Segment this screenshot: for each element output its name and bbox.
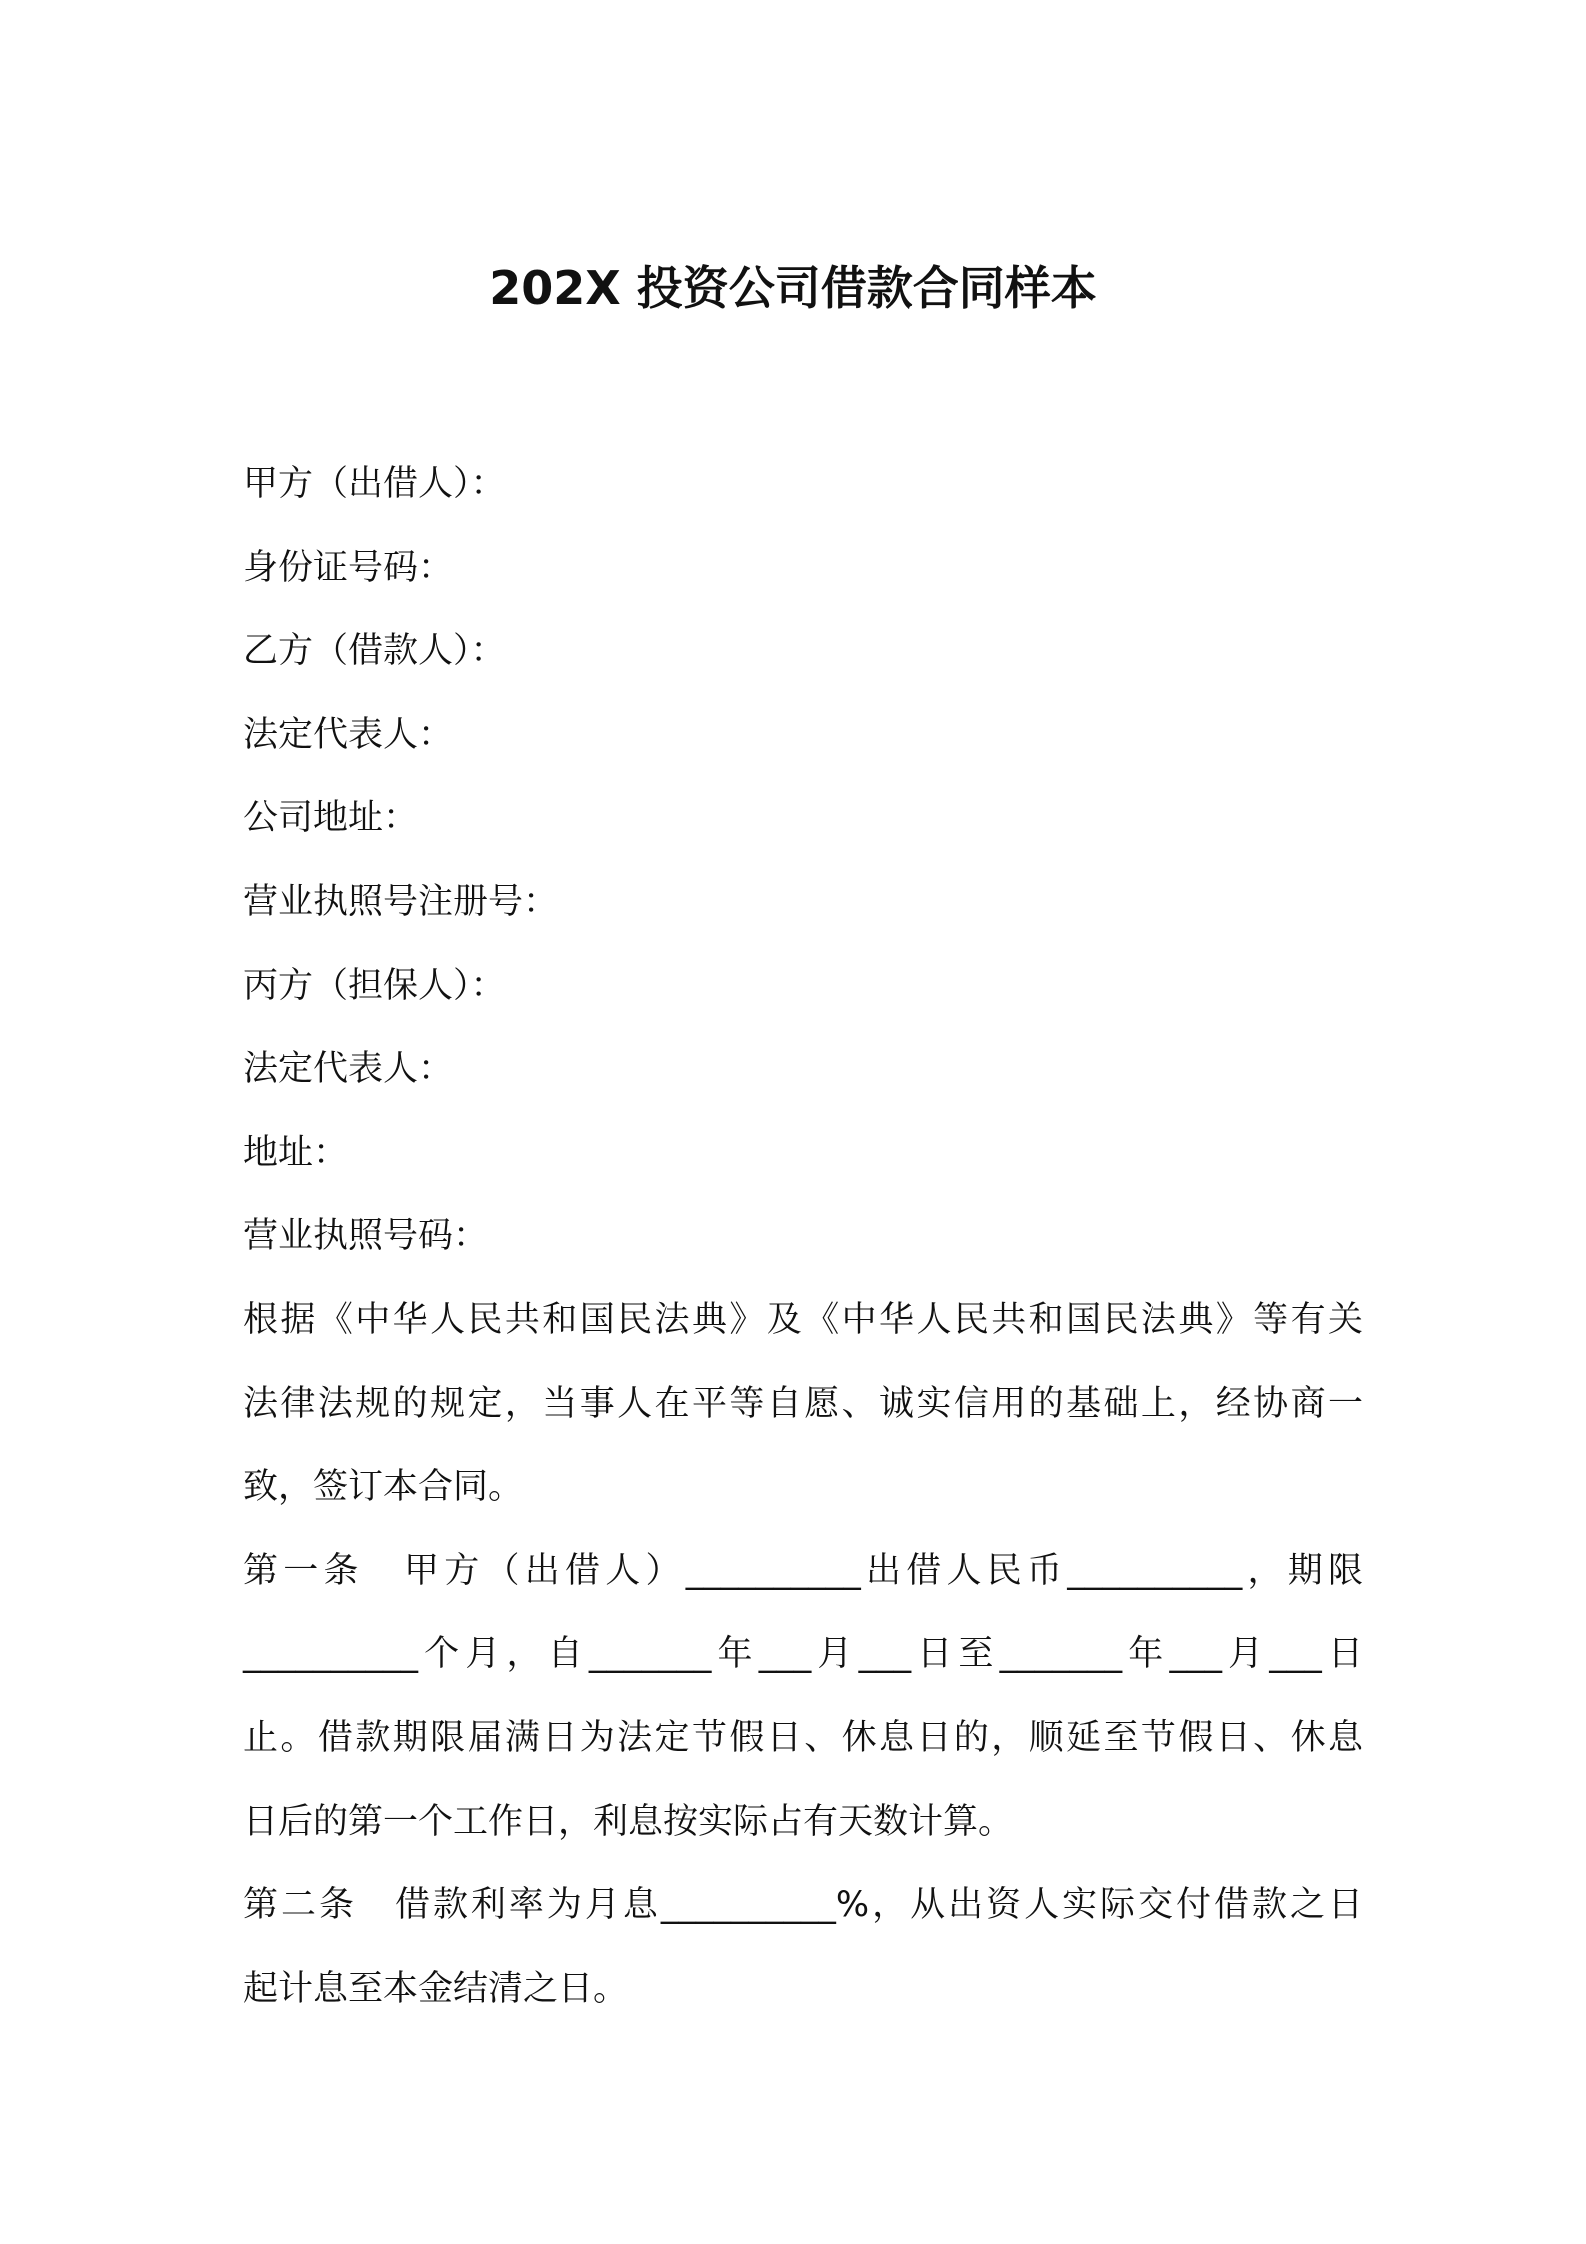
document-body: [243, 443, 1363, 2031]
article-1-line: 第一条 甲方（出借人）__________出借人民币__________，期限: [243, 1550, 1363, 1591]
document-title: 202X 投资公司借款合同样本: [489, 261, 1097, 315]
field-id-number: 身份证号码：: [243, 547, 454, 588]
field-address: 地址：: [243, 1132, 349, 1173]
field-guarantor: 丙方（担保人）：: [243, 965, 506, 1006]
article-1-line: __________个月，自_______年___月___日至_______年___月___日: [243, 1634, 1363, 1675]
field-borrower-legal-rep: 法定代表人：: [243, 714, 454, 755]
field-business-license-number: 营业执照号码：: [243, 1216, 489, 1257]
preamble-line: 法律法规的规定，当事人在平等自愿、诚实信用的基础上，经协商一: [243, 1383, 1363, 1424]
field-borrower: 乙方（借款人）：: [243, 631, 506, 672]
field-guarantor-legal-rep: 法定代表人：: [243, 1049, 454, 1090]
article-1-line: 日后的第一个工作日，利息按实际占有天数计算。: [243, 1801, 1014, 1842]
article-2-line: 起计息至本金结清之日。: [243, 1968, 629, 2009]
preamble-line: 致，签订本合同。: [243, 1467, 524, 1508]
field-business-license-reg: 营业执照号注册号：: [243, 881, 559, 922]
field-lender: 甲方（出借人）：: [243, 464, 506, 504]
article-2-line: 第二条 借款利率为月息__________%，从出资人实际交付借款之日: [243, 1885, 1363, 1926]
preamble-line: 根据《中华人民共和国民法典》及《中华人民共和国民法典》等有关: [243, 1299, 1363, 1340]
article-1-line: 止。借款期限届满日为法定节假日、休息日的，顺延至节假日、休息: [243, 1717, 1363, 1758]
field-company-address: 公司地址：: [243, 798, 419, 839]
